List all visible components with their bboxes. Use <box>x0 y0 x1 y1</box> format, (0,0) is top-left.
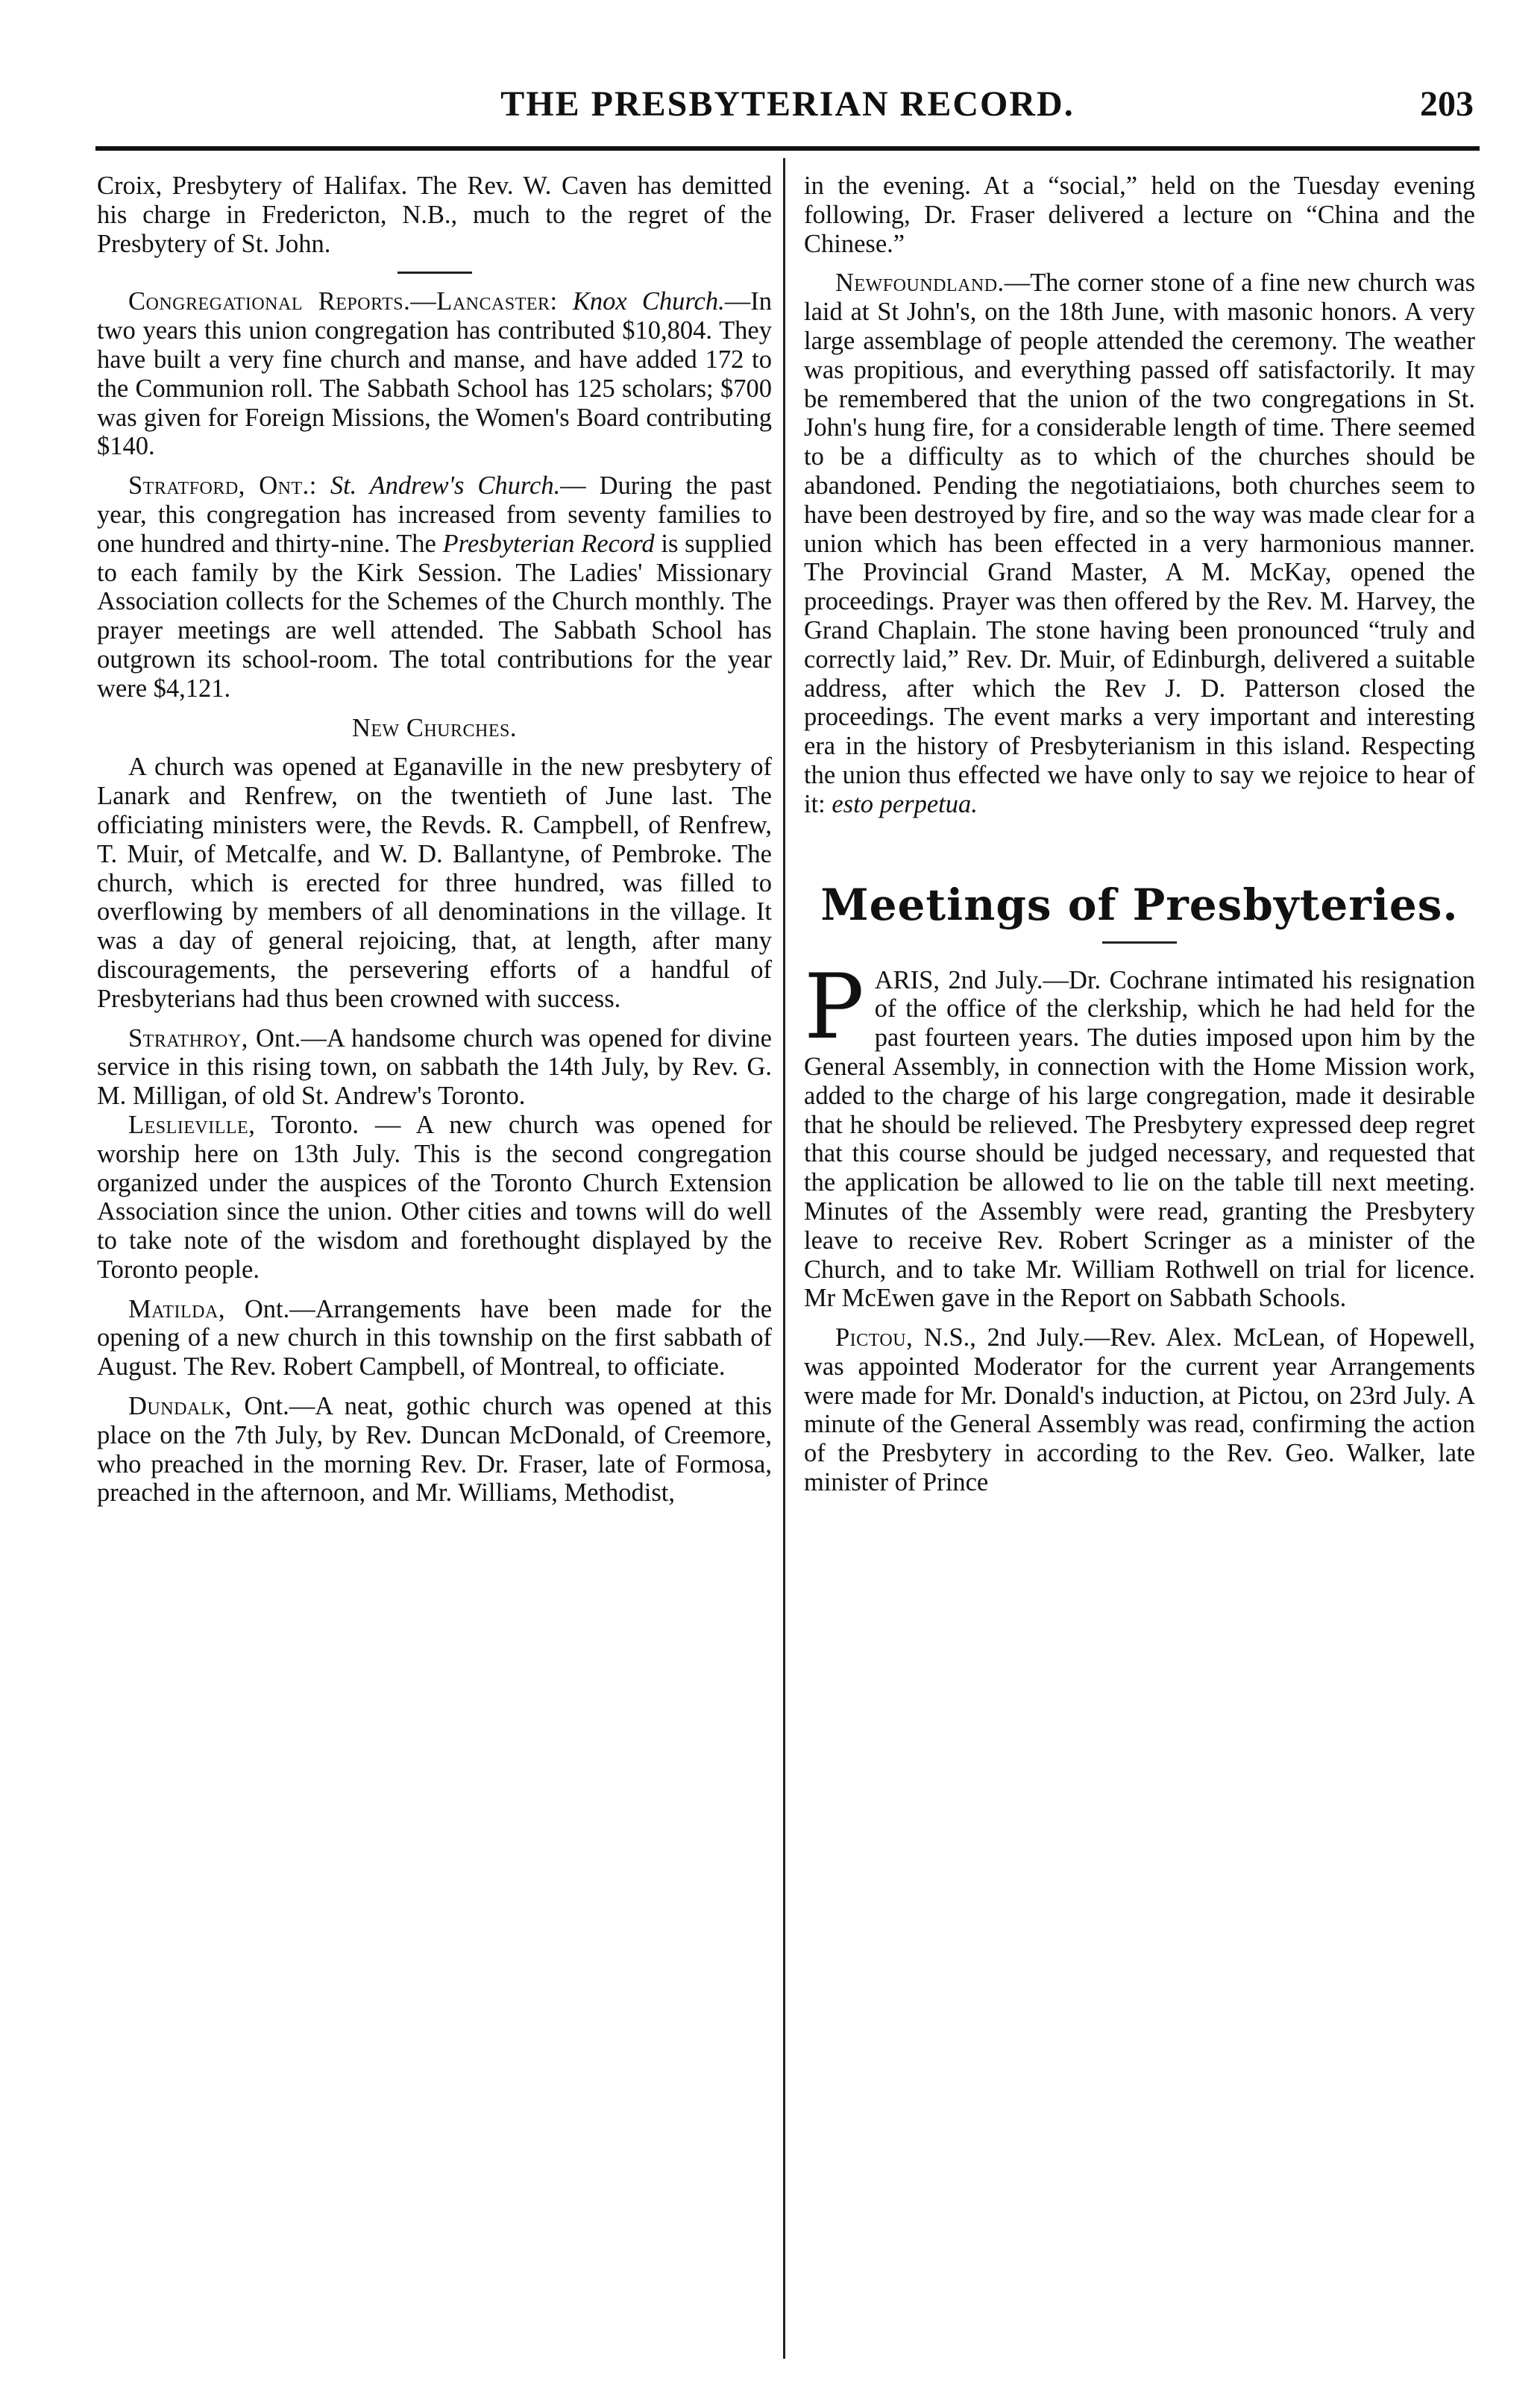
header-rule <box>95 146 1480 151</box>
text-matilda: Ont.—Arrangements have been made for the opening of a new church in this township on the first sabbath of August. The Rev. Robert Campbell, of Montreal, to officiate. <box>97 1294 773 1382</box>
running-title: THE PRESBYTERIAN RECORD. <box>500 84 1075 124</box>
column-divider <box>783 158 785 2359</box>
paragraph-newfoundland <box>804 269 1475 818</box>
paragraph-leslieville <box>97 1111 772 1285</box>
paragraph-stratford <box>97 471 772 703</box>
left-column <box>97 172 772 1508</box>
place-st-andrews: St. Andrew's Church. <box>330 471 561 501</box>
paragraph-strathroy <box>97 1024 772 1111</box>
dropcap-letter: P <box>804 955 864 1059</box>
text-dundalk: Ont.—A neat, gothic church was opened at this place on the 7th July, by Rev. Duncan McDonald, of Creemore, who preached in the morning Rev. Dr. Fraser, late of Formosa, preached in the afternoon, and Mr. Williams, Methodist, <box>97 1392 773 1508</box>
paragraph-pictou <box>804 1323 1475 1497</box>
section-rule <box>1102 941 1177 944</box>
lead-leslieville: Leslieville, <box>128 1110 256 1139</box>
running-header <box>95 78 1480 137</box>
right-column <box>804 172 1475 1497</box>
lead-matilda: Matilda, <box>128 1294 225 1323</box>
text-stratford-b: is supplied to each family by the Kirk Session. The Ladies' Missionary Association collects for the Schemes of the Church monthly. The prayer meetings are well attended. The Sabbath School has outgrown its school-room. The total contributions for the year were $4,121. <box>97 529 773 703</box>
lead-newfoundland: Newfoundland. <box>835 269 1005 298</box>
lead-pictou: Pictou, <box>835 1323 914 1352</box>
text-pictou: N.S., 2nd July.—Rev. Alex. McLean, of Hopewell, was appointed Moderator for the current year Arrangements were made for Mr. Donald's induction, at Pictou, on 23rd July. A minute of the General Assembly was read, confirming the action of the Presbytery in according to the Rev. Geo. Walker, late minister of Prince <box>804 1323 1476 1497</box>
paragraph-dundalk <box>97 1392 772 1508</box>
separator-rule <box>397 272 472 274</box>
text-leslieville: Toronto. — A new church was opened for worship here on 13th July. This is the second congregation organized under the auspices of the Toronto Church Extension Association since the union. Other cities and towns will do well to take note of the wisdom and forethought displayed by the Toronto people. <box>97 1110 772 1284</box>
page-number: 203 <box>1420 84 1474 124</box>
lead-congregational-reports: Congregational Reports.—Lancaster: <box>128 287 558 316</box>
section-title-meetings: Meetings of Presbyteries. <box>820 879 1459 930</box>
text-strathroy: Ont.—A handsome church was opened for divine service in this rising town, on sabbath the 14th July, by Rev. G. M. Milligan, of old St. Andrew's Toronto. <box>97 1023 772 1111</box>
lead-strathroy: Strathroy, <box>128 1023 248 1053</box>
paragraph-continuation: Croix, Presbytery of Halifax. The Rev. W. Caven has demitted his charge in Fredericton, N.B., much to the regret of the Presbytery of St. John. <box>97 172 772 258</box>
text-stratford-a: — During the past year, this congregation has increased from seventy families to one hundred and thirty-nine. The <box>97 471 773 558</box>
paragraph-continuation-right: in the evening. At a “social,” held on the Tuesday evening following, Dr. Fraser delivered a lecture on “China and the Chinese.” <box>804 172 1475 258</box>
paragraph-eganaville: A church was opened at Eganaville in the new presbytery of Lanark and Renfrew, on the twentieth of June last. The officiating ministers were, the Revds. R. Campbell, of Renfrew, T. Muir, of Metcalfe, and W. D. Ballantyne, of Pembroke. The church, which is erected for three hundred, was filled to overflowing by members of all denominations in the village. It was a day of general rejoicing, that, at length, after many discouragements, the persevering efforts of a handful of Presbyterians had thus been crowned with success. <box>97 753 772 1013</box>
motto-esto-perpetua: esto perpetua. <box>832 789 978 818</box>
text-paris: ARIS, 2nd July.—Dr. Cochrane intimated his resignation of the office of the clerkship, which he had held for the past fourteen years. The duties imposed upon him by the General Assembly, in connection with the Home Mission work, added to the charge of his large congregation, made it desirable that he should be relieved. The Presbytery expressed deep regret that this course should be judged necessary, and requested that the application be allowed to lie on the table till next meeting. Minutes of the Assembly were read, granting the Presbytery leave to receive Rev. Robert Scringer as a minister of the Church, and to take Mr. William Rothwell on trial for licence. Mr McEwen gave in the Report on Sabbath Schools. <box>804 965 1475 1313</box>
title-presbyterian-record: Presbyterian Record <box>442 529 655 558</box>
lead-stratford: Stratford, Ont.: <box>128 471 317 501</box>
place-knox-church: Knox Church. <box>572 287 725 316</box>
text-knox-church: —In two years this union congregation has contributed $10,804. They have built a very fine church and manse, and have added 172 to the Communion roll. The Sabbath School has 125 scholars; $700 was given for Foreign Missions, the Women's Board contributing $140. <box>97 287 772 461</box>
subheading-new-churches: New Churches. <box>351 713 517 742</box>
lead-dundalk: Dundalk, <box>128 1392 232 1421</box>
paragraph-congregational-reports <box>97 287 772 461</box>
text-newfoundland: —The corner stone of a fine new church was laid at St John's, on the 18th June, with masonic honors. A very large assemblage of people attended the ceremony. The weather was propitious, and everything passed off satisfactorily. It may be remembered that the union of the two congregations in St. John's hung fire, for a considerable length of time. There seemed to be a difficulty as to which of the churches should be abandoned. Pending the negotiatiaions, both churches seem to have been destroyed by fire, and so the way was made clear for a union which has been effected in a very harmonious manner. The Provincial Grand Master, A M. McKay, opened the proceedings. Prayer was then offered by the Rev. M. Harvey, the Grand Chaplain. The stone having been pronounced “truly and correctly laid,” Rev. Dr. Muir, of Edinburgh, delivered a suitable address, after which the Rev J. D. Patterson closed the proceedings. The event marks a very important and interesting era in the history of Presbyterianism in this island. Respecting the union thus effected we have only to say we rejoice to hear of it: <box>804 269 1475 818</box>
paragraph-paris <box>804 955 1475 1314</box>
paragraph-matilda <box>97 1295 772 1382</box>
